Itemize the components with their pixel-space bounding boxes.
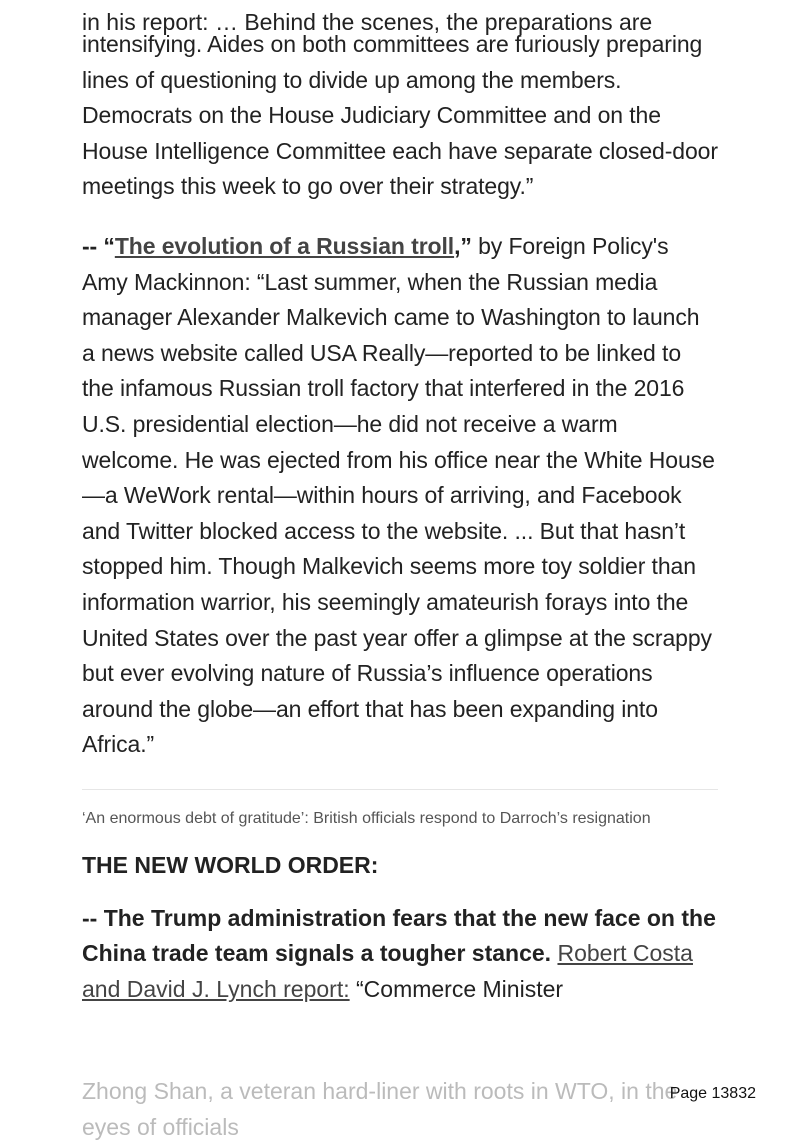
related-caption: ‘An enormous debt of gratitude’: British officials respond to Darroch’s resignation bbox=[82, 809, 651, 827]
link-evolution-of-russian-troll[interactable]: The evolution of a Russian troll bbox=[114, 232, 455, 259]
quote-suffix: ,” bbox=[454, 232, 472, 259]
paragraph-preparations: intensifying. Aides on both committees are furiously preparing lines of questioning to divide up among the members. Democrats on the House Judiciary Committee and on the House Intelligence Committee each have separate closed-door meetings this week to go over their strategy.” bbox=[82, 31, 718, 200]
cut-off-text-line: in his report: … Behind the scenes, the preparations are bbox=[82, 9, 653, 35]
paragraph-china-trade bbox=[82, 901, 718, 1008]
paragraph-russian-troll-text: by Foreign Policy's Amy Mackinnon: “Last summer, when the Russian media manager Alexander Malkevich came to Washington to launch a news website called USA Really—reported to be linked to the infamous Russian troll factory that interfered in the 2016 U.S. presidential election—he did not receive a warm welcome. He was ejected from his office near the White House—a WeWork rental—within hours of arriving, and Facebook and Twitter blocked access to the website. ... But that hasn’t stopped him. Though Malkevich seems more toy soldier than information warrior, his seemingly amateurish forays into the United States over the past year offer a glimpse at the scrappy but ever evolving nature of Russia’s influence operations around the globe—an effort that has been expanding into Africa.” bbox=[82, 232, 715, 758]
paragraph-russian-troll bbox=[82, 229, 718, 763]
quote-prefix: -- “ bbox=[82, 232, 115, 259]
section-heading: THE NEW WORLD ORDER: bbox=[82, 851, 379, 878]
cut-off-bottom-line: Zhong Shan, a veteran hard-liner with roots in WTO, in the eyes of officials bbox=[82, 1078, 678, 1140]
lead-bold-text: -- The Trump administration fears that the new face on the China trade team signals a tougher stance. bbox=[82, 904, 716, 967]
link-costa-lynch-report[interactable]: Robert Costa and David J. Lynch report: bbox=[82, 940, 693, 1003]
divider bbox=[82, 789, 718, 790]
lead-text: “Commerce Minister bbox=[349, 976, 564, 1003]
article-body bbox=[82, 9, 718, 1031]
page-number: Page 13832 bbox=[669, 1085, 756, 1102]
